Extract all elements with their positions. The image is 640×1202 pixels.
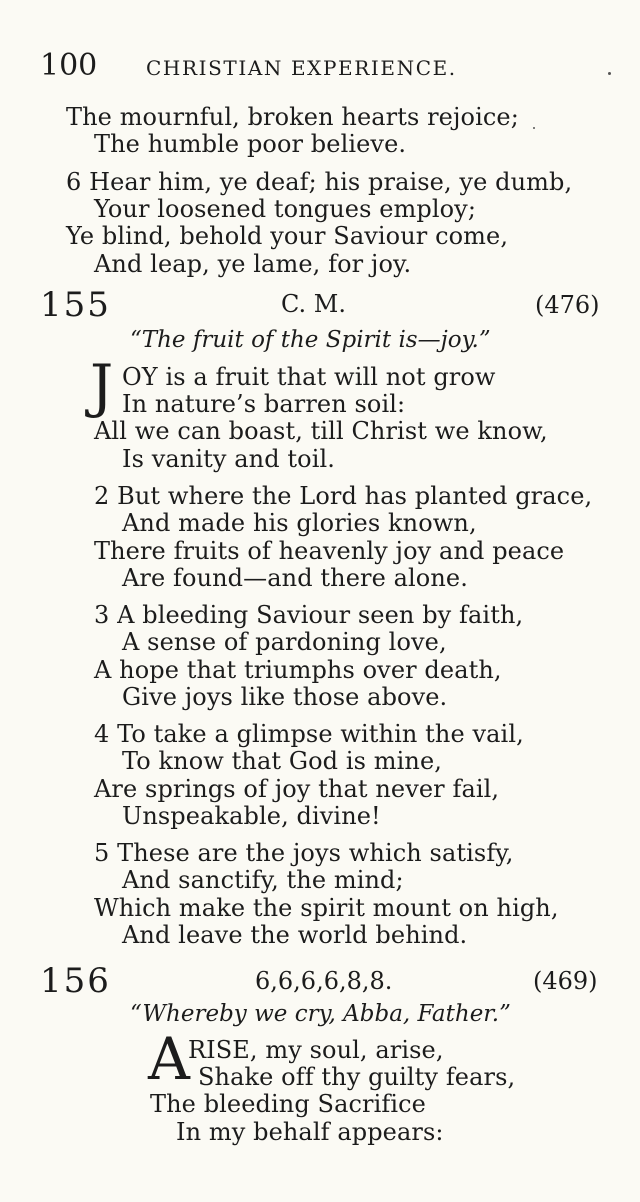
drop-cap: A (148, 1025, 190, 1093)
hymn-meter: C. M. (281, 290, 346, 318)
verse-line: 6 Hear him, ye deaf; his praise, ye dumb, (66, 168, 573, 196)
print-speck (533, 127, 535, 129)
verse-line: RISE, my soul, arise, (188, 1036, 444, 1064)
hymn-meter: 6,6,6,6,8,8. (255, 967, 393, 995)
verse-line: To know that God is mine, (122, 747, 442, 775)
verse-line: Unspeakable, divine! (122, 802, 381, 830)
page-number: 100 (40, 48, 98, 83)
verse-line: In nature’s barren soil: (122, 390, 406, 418)
tune-reference: (469) (533, 967, 598, 995)
hymn-number: 156 (40, 961, 111, 1001)
verse-line: The humble poor believe. (94, 130, 407, 158)
hymn-epigraph: “The fruit of the Spirit is—joy.” (130, 327, 491, 353)
verse-line: The mournful, broken hearts rejoice; (66, 103, 519, 131)
print-speck (608, 72, 611, 75)
verse-line: A hope that triumphs over death, (94, 656, 502, 684)
verse-line: 2 But where the Lord has planted grace, (94, 482, 593, 510)
verse-line: Which make the spirit mount on high, (94, 894, 559, 922)
verse-line: And made his glories known, (122, 509, 477, 537)
verse-line: And leave the world behind. (122, 921, 468, 949)
drop-cap: J (90, 352, 114, 420)
verse-line: Shake off thy guilty fears, (198, 1063, 516, 1091)
verse-line: All we can boast, till Christ we know, (94, 417, 548, 445)
tune-reference: (476) (535, 291, 600, 319)
verse-line: 5 These are the joys which satisfy, (94, 839, 514, 867)
running-title: CHRISTIAN EXPERIENCE. (146, 56, 457, 80)
verse-line: The bleeding Sacrifice (150, 1090, 426, 1118)
verse-line: 4 To take a glimpse within the vail, (94, 720, 524, 748)
verse-line: There fruits of heavenly joy and peace (94, 537, 565, 565)
verse-line: In my behalf appears: (176, 1118, 444, 1146)
verse-line: And sanctify, the mind; (122, 866, 404, 894)
verse-line: A sense of pardoning love, (122, 628, 447, 656)
hymn-number: 155 (40, 285, 111, 325)
verse-line: OY is a fruit that will not grow (122, 363, 496, 391)
hymn-epigraph: “Whereby we cry, Abba, Father.” (130, 1001, 511, 1027)
verse-line: 3 A bleeding Saviour seen by faith, (94, 601, 524, 629)
verse-line: Are found—and there alone. (122, 564, 468, 592)
verse-line: Ye blind, behold your Saviour come, (66, 222, 509, 250)
verse-line: And leap, ye lame, for joy. (94, 250, 412, 278)
verse-line: Are springs of joy that never fail, (94, 775, 500, 803)
verse-line: Your loosened tongues employ; (94, 195, 477, 223)
verse-line: Give joys like those above. (122, 683, 448, 711)
verse-line: Is vanity and toil. (122, 445, 335, 473)
